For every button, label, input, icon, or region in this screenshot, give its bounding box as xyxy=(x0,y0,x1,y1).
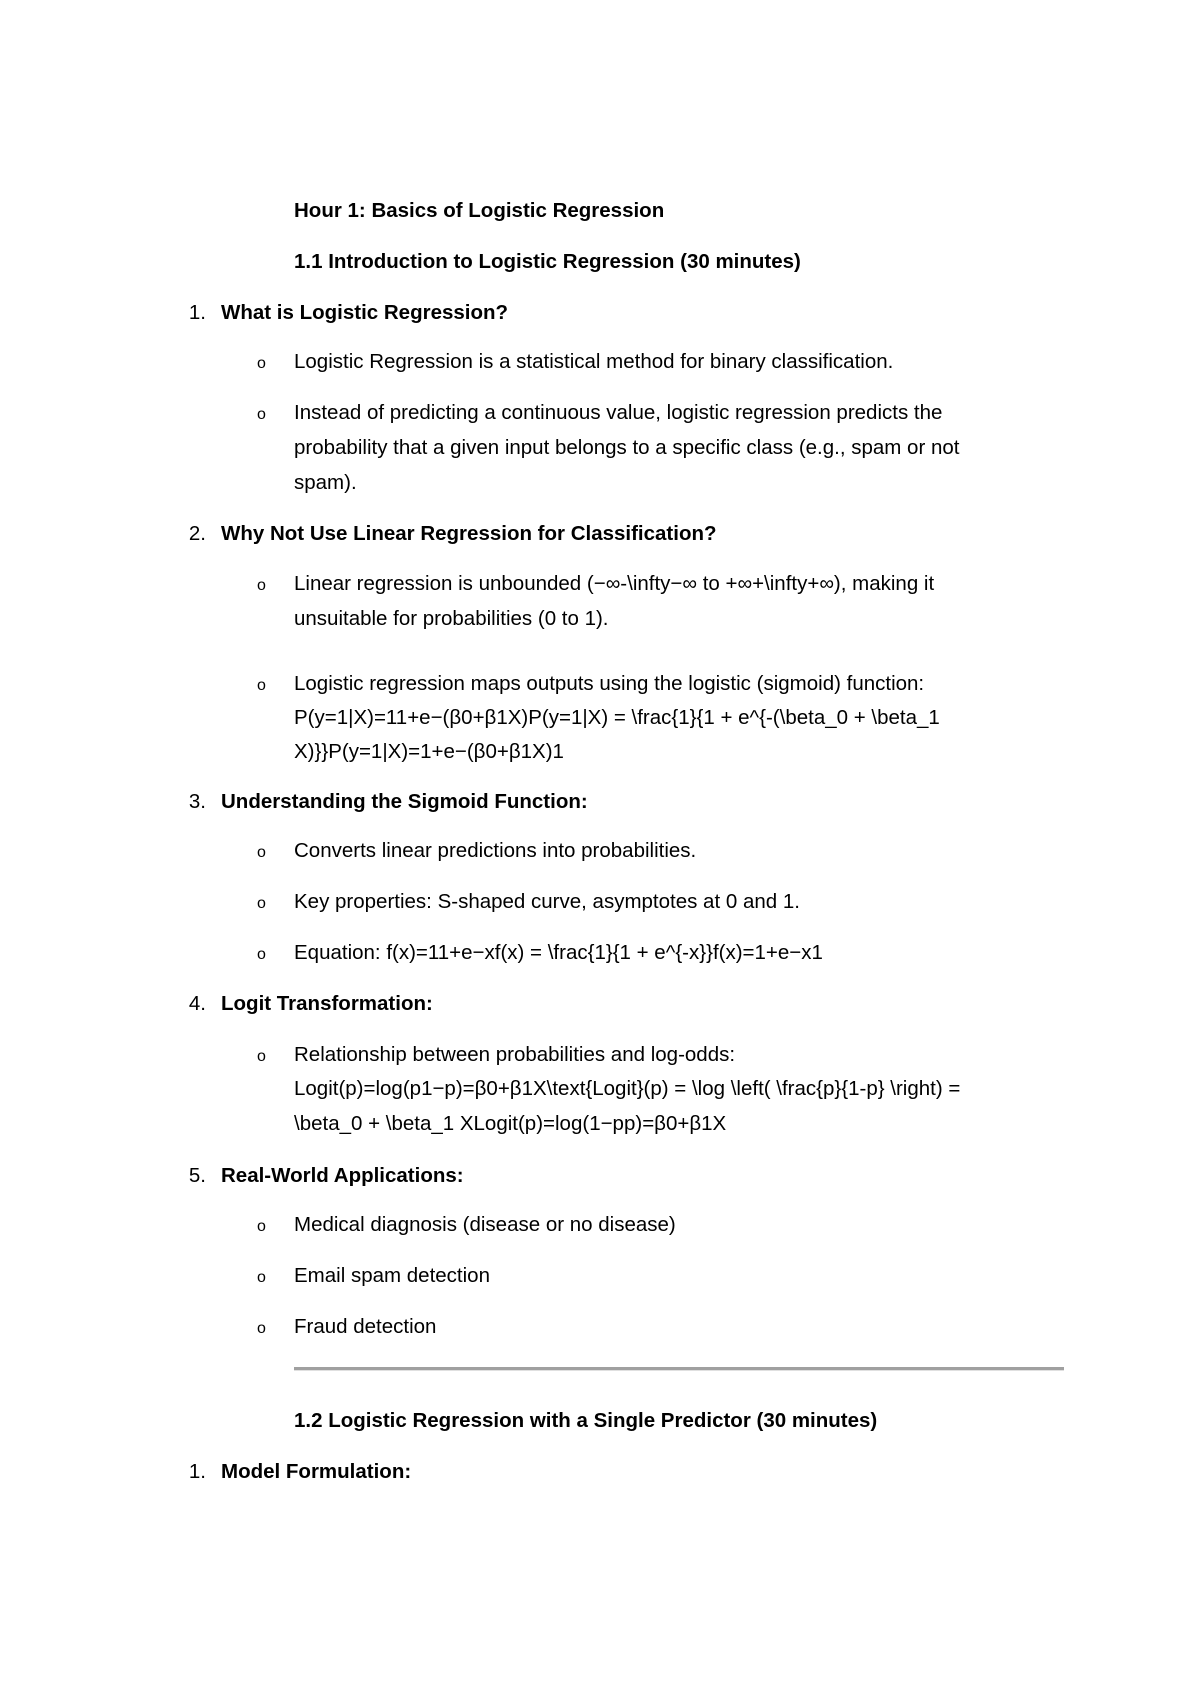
bullet-text: Instead of predicting a continuous value, logistic regression predicts the xyxy=(294,401,943,424)
list-number: 4. xyxy=(188,992,206,1015)
bullet-icon: o xyxy=(257,406,266,423)
horizontal-divider xyxy=(294,1367,1064,1371)
bullet-text: \beta_0 + \beta_1 XLogit(p)=log(1−pp)=β0+β1X xyxy=(294,1112,727,1135)
bullet-icon: o xyxy=(257,1218,266,1235)
list-heading-text: Real-World Applications: xyxy=(221,1164,464,1187)
bullet-icon: o xyxy=(257,946,266,963)
list-heading-text: Logit Transformation: xyxy=(221,992,433,1015)
bullet-text: Relationship between probabilities and log-odds: xyxy=(294,1043,736,1066)
list-number: 3. xyxy=(188,790,206,813)
list-heading-text: What is Logistic Regression? xyxy=(221,301,509,324)
bullet-icon: o xyxy=(257,1269,266,1286)
bullet-icon: o xyxy=(257,844,266,861)
bullet-text: unsuitable for probabilities (0 to 1). xyxy=(294,607,609,630)
list-heading-text: Understanding the Sigmoid Function: xyxy=(221,790,588,813)
list-heading-text: Model Formulation: xyxy=(221,1460,412,1483)
section-title: 1.1 Introduction to Logistic Regression (30 minutes) xyxy=(294,250,801,273)
bullet-icon: o xyxy=(257,1320,266,1337)
bullet-icon: o xyxy=(257,895,266,912)
list-heading-text: Why Not Use Linear Regression for Classification? xyxy=(221,522,717,545)
list-number: 1. xyxy=(188,301,206,324)
bullet-icon: o xyxy=(257,1048,266,1065)
bullet-icon: o xyxy=(257,577,266,594)
bullet-text: Logit(p)=log⁡(p1−p)=β0+β1X\text{Logit}(p) = \log \left( \frac{p}{1-p} \right) = xyxy=(294,1077,961,1100)
bullet-text: Email spam detection xyxy=(294,1264,490,1287)
section-title: 1.2 Logistic Regression with a Single Predictor (30 minutes) xyxy=(294,1409,878,1432)
bullet-text: Linear regression is unbounded (−∞-\infty−∞ to +∞+\infty+∞), making it xyxy=(294,572,935,595)
bullet-icon: o xyxy=(257,355,266,372)
bullet-text: probability that a given input belongs to a specific class (e.g., spam or not xyxy=(294,436,960,459)
bullet-text: Medical diagnosis (disease or no disease) xyxy=(294,1213,676,1236)
list-number: 2. xyxy=(188,522,206,545)
bullet-text: spam). xyxy=(294,471,357,494)
bullet-text: Logistic regression maps outputs using the logistic (sigmoid) function: xyxy=(294,672,925,695)
hour-title: Hour 1: Basics of Logistic Regression xyxy=(294,199,665,222)
bullet-text: Converts linear predictions into probabilities. xyxy=(294,839,697,862)
bullet-text: P(y=1|X)=11+e−(β0+β1X)P(y=1|X) = \frac{1}{1 + e^{-(\beta_0 + \beta_1 xyxy=(294,706,940,729)
bullet-text: Key properties: S-shaped curve, asymptotes at 0 and 1. xyxy=(294,890,800,913)
list-number: 1. xyxy=(188,1460,206,1483)
list-number: 5. xyxy=(188,1164,206,1187)
bullet-text: Fraud detection xyxy=(294,1315,437,1338)
bullet-icon: o xyxy=(257,677,266,694)
bullet-text: Logistic Regression is a statistical method for binary classification. xyxy=(294,350,894,373)
bullet-text: X)}}P(y=1|X)=1+e−(β0+β1X)1 xyxy=(294,740,564,763)
bullet-text: Equation: f(x)=11+e−xf(x) = \frac{1}{1 + e^{-x}}f(x)=1+e−x1 xyxy=(294,941,823,964)
